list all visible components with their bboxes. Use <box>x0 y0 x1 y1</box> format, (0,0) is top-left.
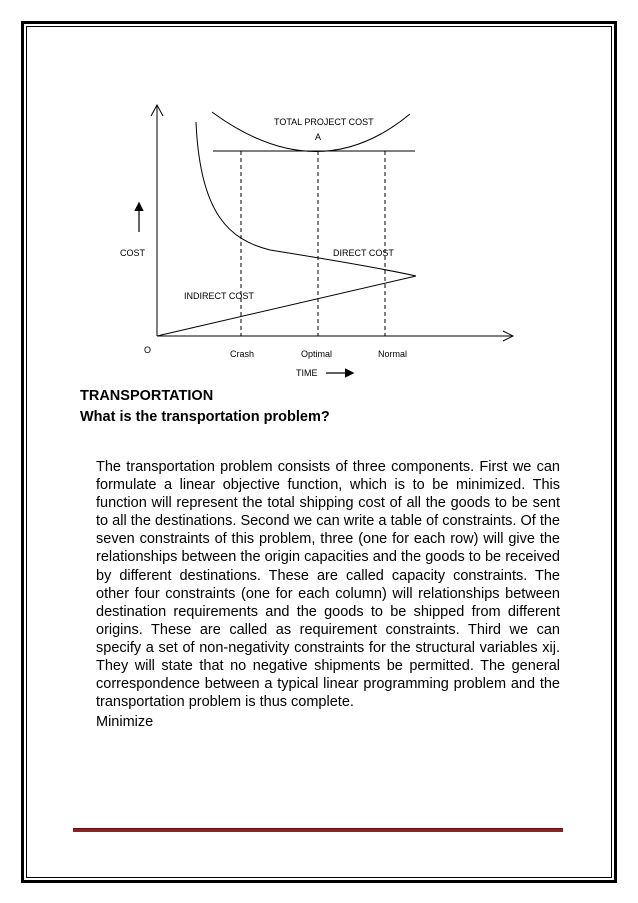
normal-label: Normal <box>378 349 408 359</box>
body-paragraph: The transportation problem consists of three components. First we can formulate a linear objective function, which is to be minimized. This function will represent the total shipping cost of all the goods to be sent to all the destinations. Second we can write a table of constraints. Of the seven constraints of this problem, three (one for each row) will give the relationships between the origin capacities and the goods to be received by different destinations. These are called capacity constraints. The other four constraints (one for each column) will relationships between destination requirements and the goods to be shipped from different origins. These are called as requirement constraints. Third we can specify a set of non-negativity constraints for the structural variables xij. They will state that no negative shipments be permitted. The general correspondence between a typical linear programming problem and the transportation problem is thus complete. <box>96 459 560 711</box>
optimal-label: Optimal <box>301 349 333 359</box>
section-subheading: What is the transportation problem? <box>80 409 330 425</box>
point-a-label: A <box>315 132 322 142</box>
minimize-text: Minimize <box>96 714 154 730</box>
origin-label: O <box>144 345 152 355</box>
indirect-cost-line <box>157 276 416 336</box>
crash-label: Crash <box>230 349 255 359</box>
total-project-cost-label: TOTAL PROJECT COST <box>274 117 374 127</box>
indirect-cost-label: INDIRECT COST <box>184 291 254 301</box>
section-heading: TRANSPORTATION <box>80 388 214 404</box>
direct-cost-label: DIRECT COST <box>333 248 394 258</box>
time-cost-diagram <box>0 0 638 400</box>
footer-rule <box>73 828 563 832</box>
time-axis-label: TIME <box>296 368 318 378</box>
cost-axis-label: COST <box>120 248 146 258</box>
